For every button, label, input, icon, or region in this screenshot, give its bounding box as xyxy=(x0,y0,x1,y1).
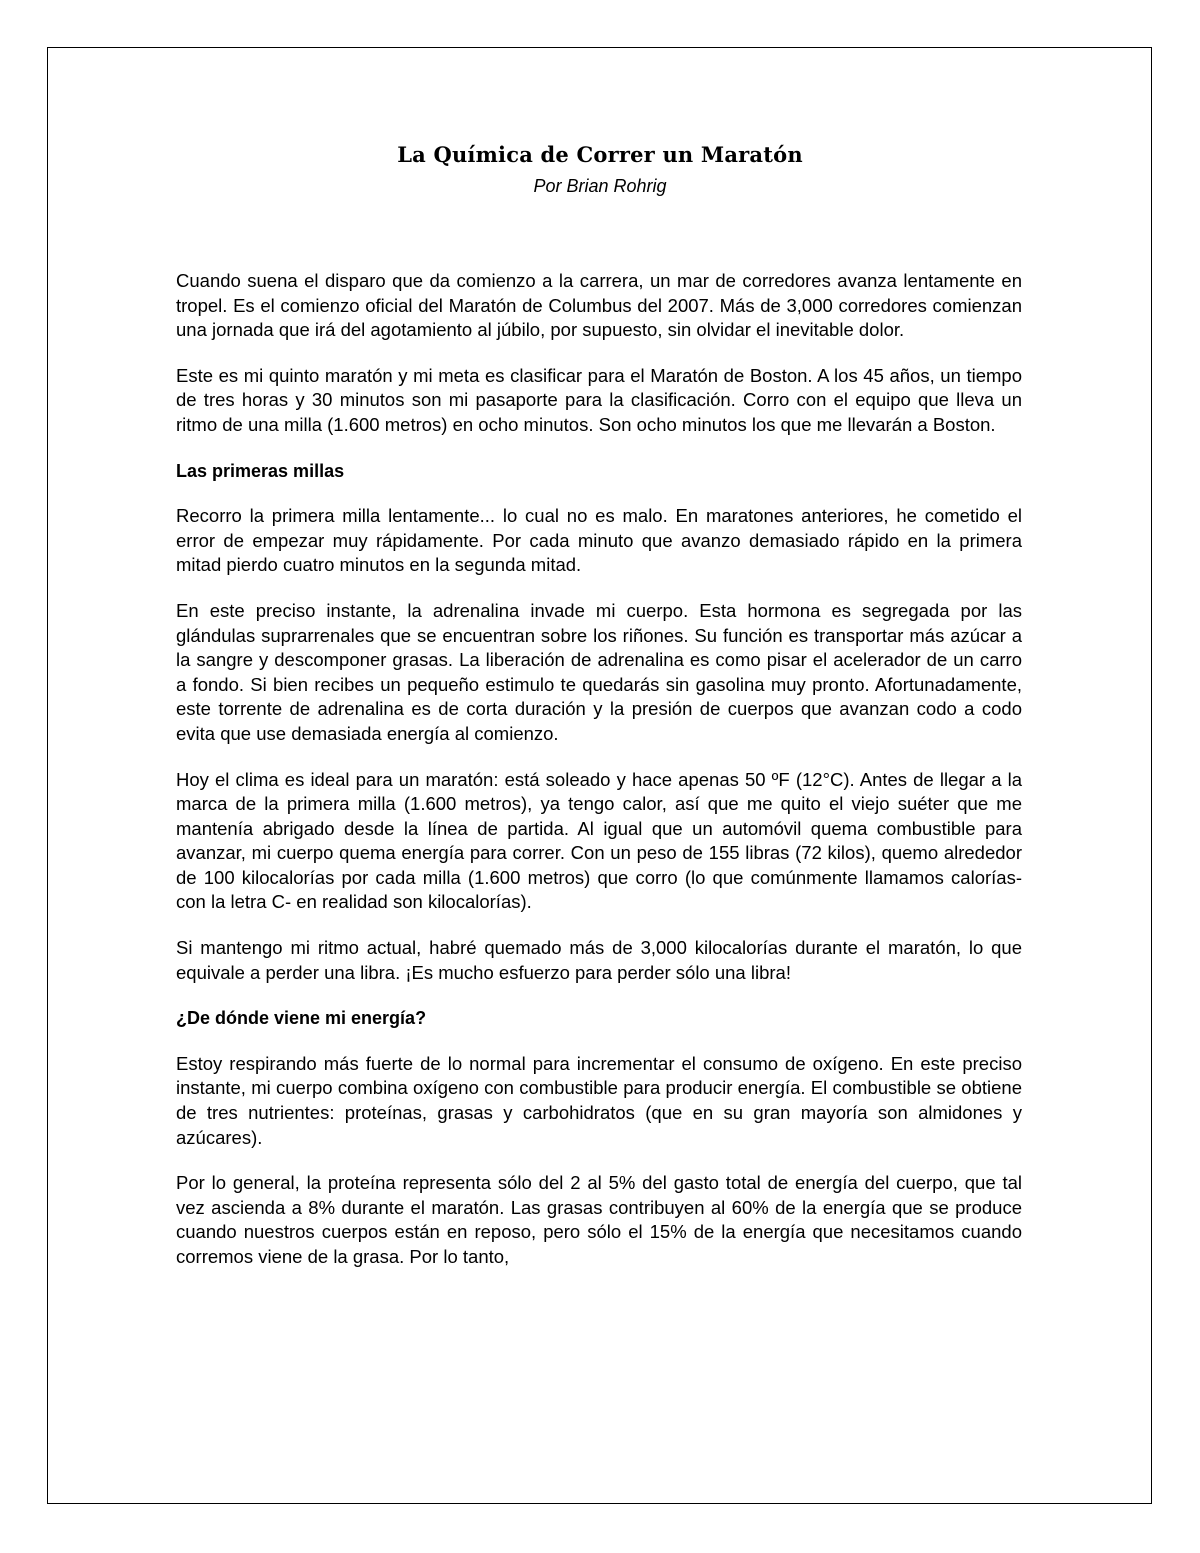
body-paragraph: En este preciso instante, la adrenalina invade mi cuerpo. Esta hormona es segregada por las glándulas suprarrenales que se encuentran sobre los riñones. Su función es transportar más azúcar a la sangre y descomponer grasas. La liberación de adrenalina es como pisar el acelerador de un carro a fondo. Si bien recibes un pequeño estimulo te quedarás sin gasolina muy pronto. Afortunadamente, este torrente de adrenalina es de corta duración y la presión de cuerpos que avanzan codo a codo evita que use demasiada energía al comienzo. xyxy=(176,599,1022,744)
body-paragraph: Hoy el clima es ideal para un maratón: está soleado y hace apenas 50 ºF (12°C). Antes de llegar a la marca de la primera milla (1.600 metros), ya tengo calor, así que me quito el viejo suéter que me mantenía abrigado desde la línea de partida. Al igual que un automóvil quema combustible para avanzar, mi cuerpo quema energía para correr. Con un peso de 155 libras (72 kilos), quemo alrededor de 100 kilocalorías por cada milla (1.600 metros) que corro (lo que comúnmente llamamos calorías- con la letra C- en realidad son kilocalorías). xyxy=(176,768,1022,913)
body-paragraph: Este es mi quinto maratón y mi meta es clasificar para el Maratón de Boston. A los 45 años, un tiempo de tres horas y 30 minutos son mi pasaporte para la clasificación. Corro con el equipo que lleva un ritmo de una milla (1.600 metros) en ocho minutos. Son ocho minutos los que me llevarán a Boston. xyxy=(176,364,1022,435)
body-paragraph: Recorro la primera milla lentamente... lo cual no es malo. En maratones anteriores, he cometido el error de empezar muy rápidamente. Por cada minuto que avanzo demasiado rápido en la primera mitad pierdo cuatro minutos en la segunda mitad. xyxy=(176,505,1022,576)
document-author: Por Brian Rohrig xyxy=(533,176,667,196)
document-body xyxy=(176,269,1022,1291)
body-paragraph: Por lo general, la proteína representa sólo del 2 al 5% del gasto total de energía del cuerpo, que tal vez ascienda a 8% durante el maratón. Las grasas contribuyen al 60% de la energía que se produce cuando nuestros cuerpos están en reposo, pero sólo el 15% de la energía que necesitamos cuando corremos viene de la grasa. Por lo tanto, xyxy=(176,1172,1022,1267)
section-heading: ¿De dónde viene mi energía? xyxy=(176,1008,427,1029)
body-paragraph: Cuando suena el disparo que da comienzo a la carrera, un mar de corredores avanza lentamente en tropel. Es el comienzo oficial del Maratón de Columbus del 2007. Más de 3,000 corredores comienzan una jornada que irá del agotamiento al júbilo, por supuesto, sin olvidar el inevitable dolor. xyxy=(176,270,1022,341)
body-paragraph: Estoy respirando más fuerte de lo normal para incrementar el consumo de oxígeno. En este preciso instante, mi cuerpo combina oxígeno con combustible para producir energía. El combustible se obtiene de tres nutrientes: proteínas, grasas y carbohidratos (que en su gran mayoría son almidones y azúcares). xyxy=(176,1052,1022,1148)
body-paragraph: Si mantengo mi ritmo actual, habré quemado más de 3,000 kilocalorías durante el maratón, lo que equivale a perder una libra. ¡Es mucho esfuerzo para perder sólo una libra! xyxy=(176,937,1022,983)
document-title: La Química de Correr un Maratón xyxy=(397,142,803,167)
section-heading: Las primeras millas xyxy=(176,460,345,481)
